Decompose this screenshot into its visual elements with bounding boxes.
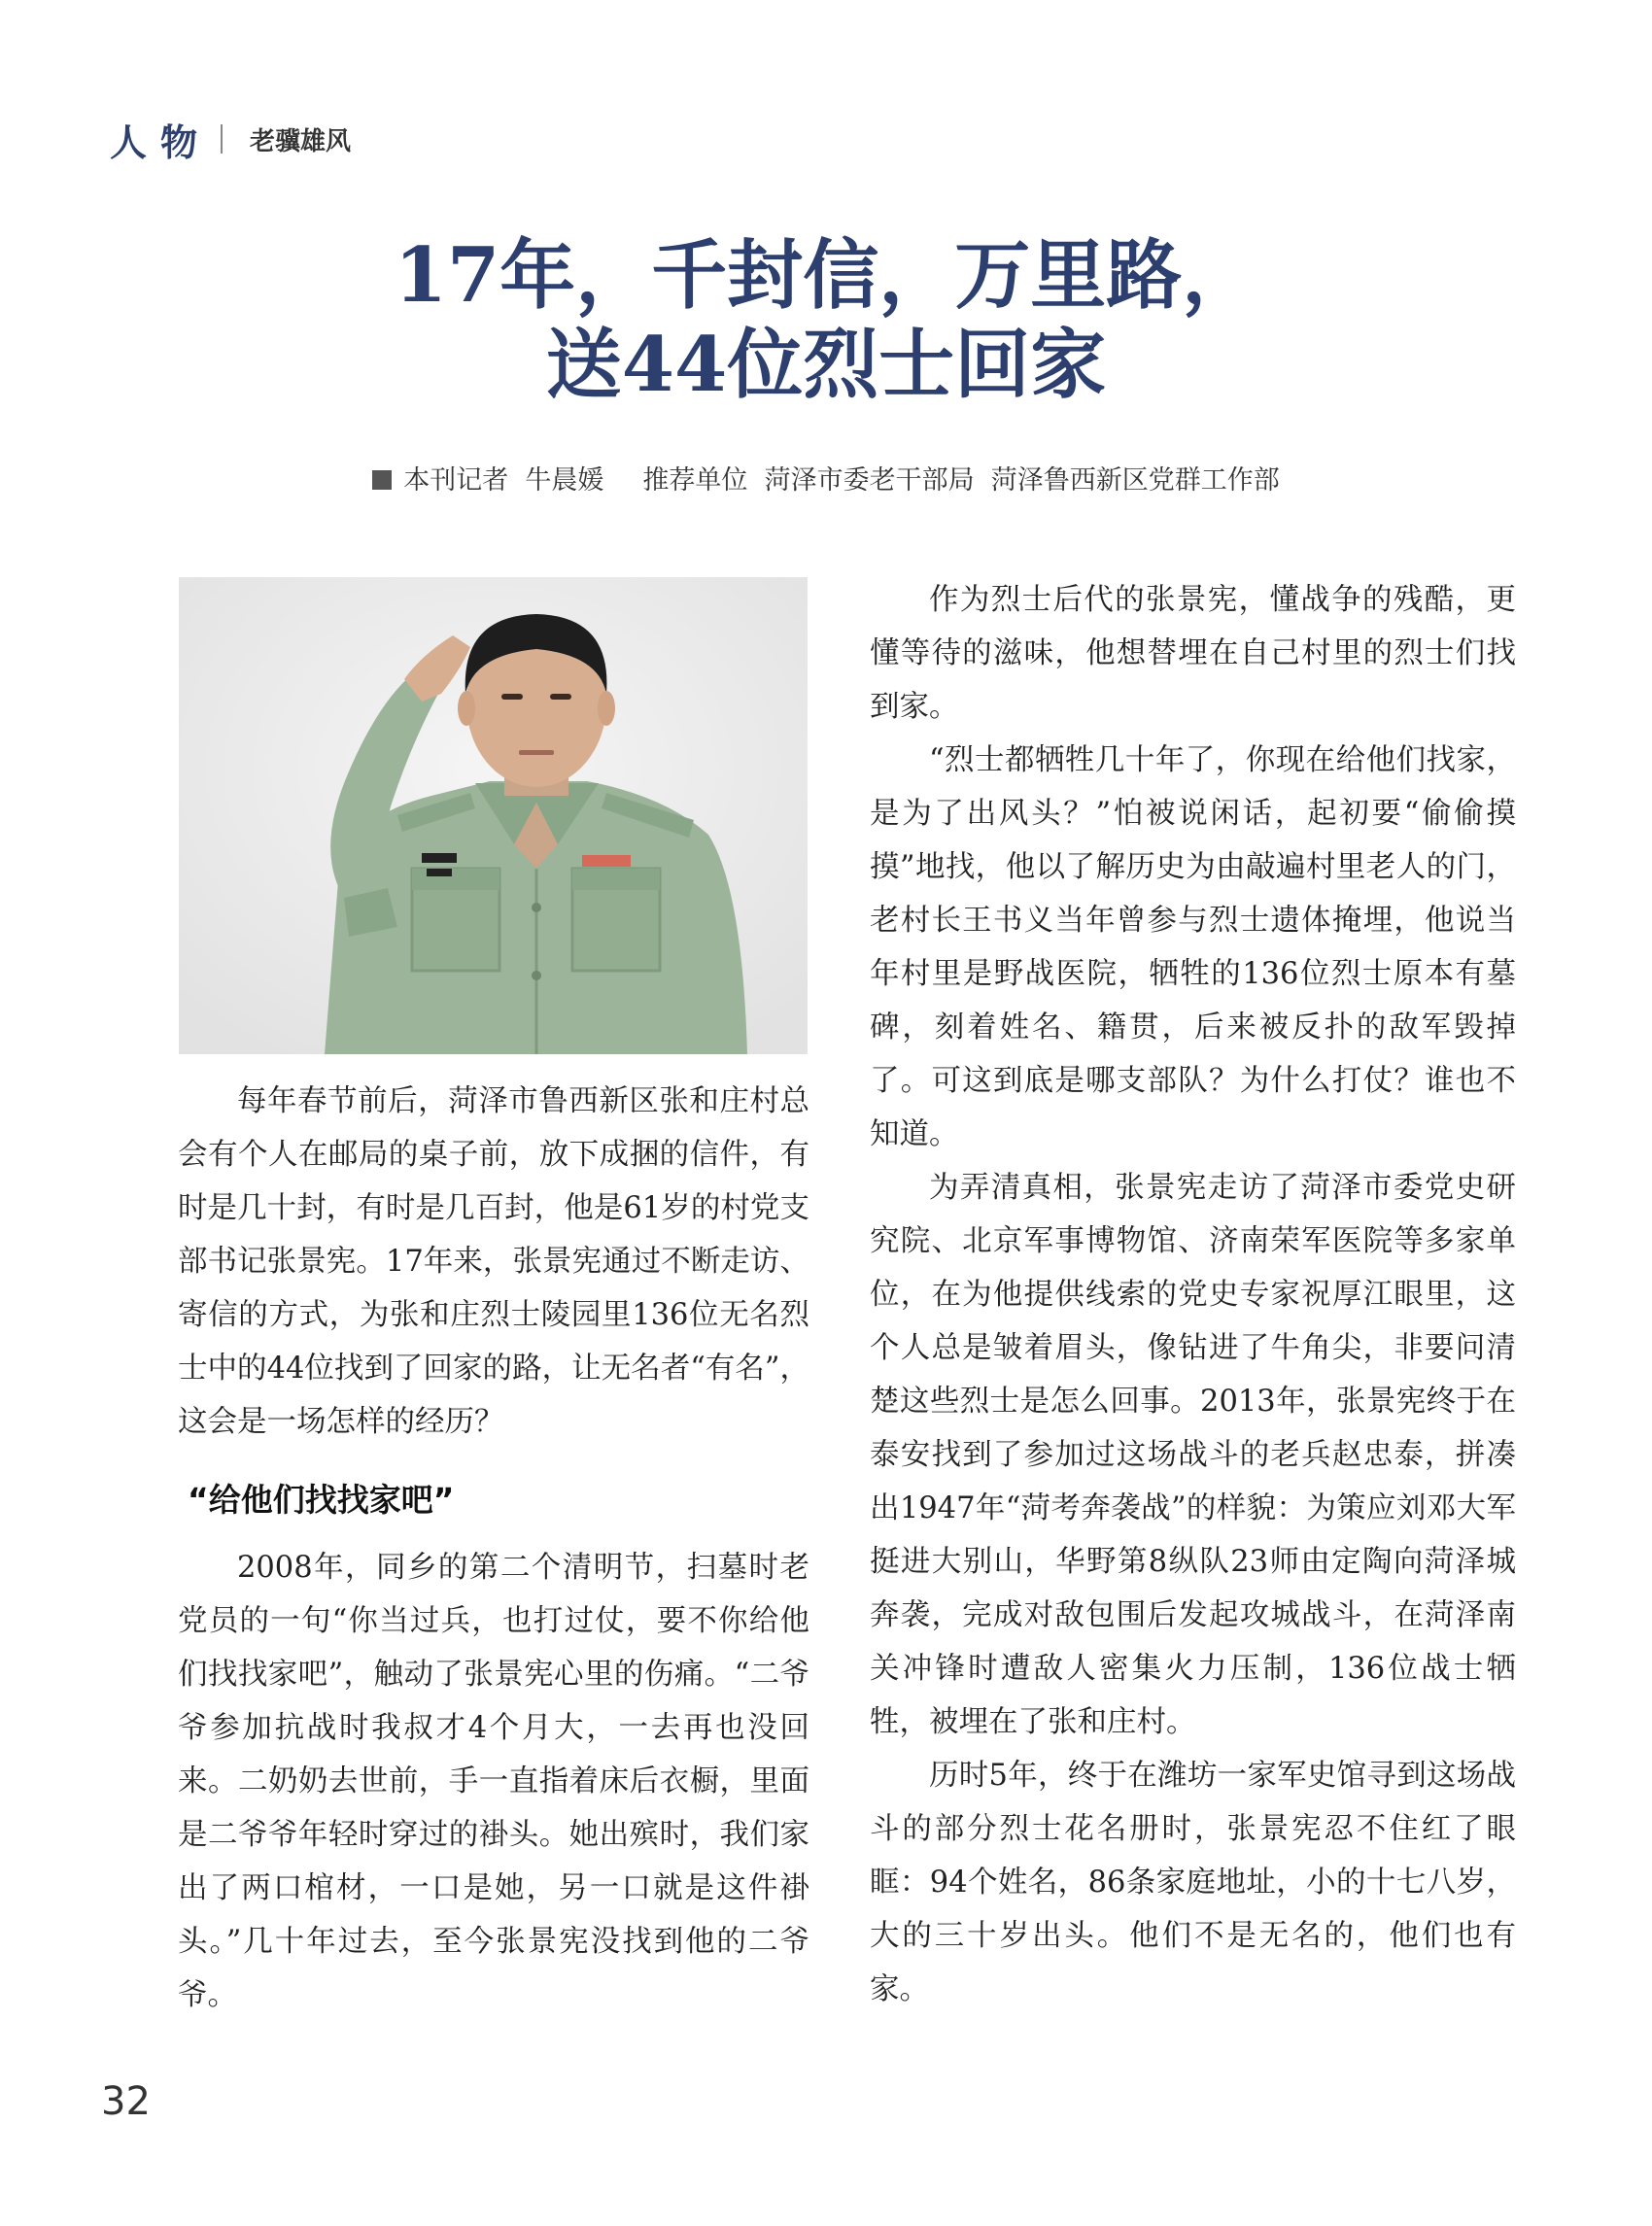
title-line-2: 送44位烈士回家 xyxy=(545,321,1107,409)
page-header xyxy=(110,115,351,163)
left-column xyxy=(178,1075,809,2022)
square-bullet-icon xyxy=(372,470,392,490)
article-title xyxy=(0,231,1652,410)
portrait-photo xyxy=(179,577,808,1054)
column-name: 老骥雄风 xyxy=(250,126,352,156)
paragraph: 2008年，同乡的第二个清明节，扫墓时老党员的一句“你当过兵，也打过仗，要不你给他们找找家吧”，触动了张景宪心里的伤痛。“二爷爷参加抗战时我叔才4个月大，一去再也没回来。二奶奶去世前，手一直指着床后衣橱，里面是二爷爷年轻时穿过的褂头。她出殡时，我们家出了两口棺材，一口是她，另一口就是这件褂头。”几十年过去，至今张景宪没找到他的二爷爷。 xyxy=(178,1551,809,2012)
section-label: 人物 xyxy=(110,120,212,164)
title-line-1: 17年，千封信，万里路， xyxy=(394,231,1258,320)
intro-paragraph: 每年春节前后，菏泽市鲁西新区张和庄村总会有个人在邮局的桌子前，放下成捆的信件，有时是几十封，有时是几百封，他是61岁的村党支部书记张景宪。17年来，张景宪通过不断走访、寄信的方式，为张和庄烈士陵园里136位无名烈士中的44位找到了回家的路，让无名者“有名”，这会是一场怎样的经历？ xyxy=(178,1084,809,1439)
right-column xyxy=(870,573,1516,2016)
paragraph: 历时5年，终于在潍坊一家军史馆寻到这场战斗的部分烈士花名册时，张景宪忍不住红了眼眶：94个姓名，86条家庭地址，小的十七八岁，大的三十岁出头。他们不是无名的，他们也有家。 xyxy=(870,1759,1516,2006)
byline-reporter: 本刊记者 牛晨媛 xyxy=(403,465,604,496)
paragraph: “烈士都牺牲几十年了，你现在给他们找家，是为了出风头？”怕被说闲话，起初要“偷偷摸摸”地找，他以了解历史为由敲遍村里老人的门，老村长王书义当年曾参与烈士遗体掩埋，他说当年村里是野战医院，牺牲的136位烈士原本有墓碑，刻着姓名、籍贯，后来被反扑的敌军毁掉了。可这到底是哪支部队？为什么打仗？谁也不知道。 xyxy=(870,743,1516,1151)
page-number: 32 xyxy=(101,2079,151,2124)
section-subheading: “给他们找找家吧” xyxy=(188,1481,455,1519)
paragraph: 为弄清真相，张景宪走访了菏泽市委党史研究院、北京军事博物馆、济南荣军医院等多家单位，在为他提供线索的党史专家祝厚江眼里，这个人总是皱着眉头，像钻进了牛角尖，非要问清楚这些烈士是怎么回事。2013年，张景宪终于在泰安找到了参加过这场战斗的老兵赵忠泰，拼凑出1947年“菏考奔袭战”的样貌：为策应刘邓大军挺进大别山，华野第8纵队23师由定陶向菏泽城奔袭，完成对敌包围后发起攻城战斗，在菏泽南关冲锋时遭敌人密集火力压制，136位战士牺牲，被埋在了张和庄村。 xyxy=(870,1171,1516,1739)
byline-recommender: 推荐单位 菏泽市委老干部局 菏泽鲁西新区党群工作部 xyxy=(642,465,1280,496)
header-divider xyxy=(221,124,223,154)
byline xyxy=(0,459,1652,497)
paragraph: 作为烈士后代的张景宪，懂战争的残酷，更懂等待的滋味，他想替埋在自己村里的烈士们找到家。 xyxy=(870,583,1516,724)
